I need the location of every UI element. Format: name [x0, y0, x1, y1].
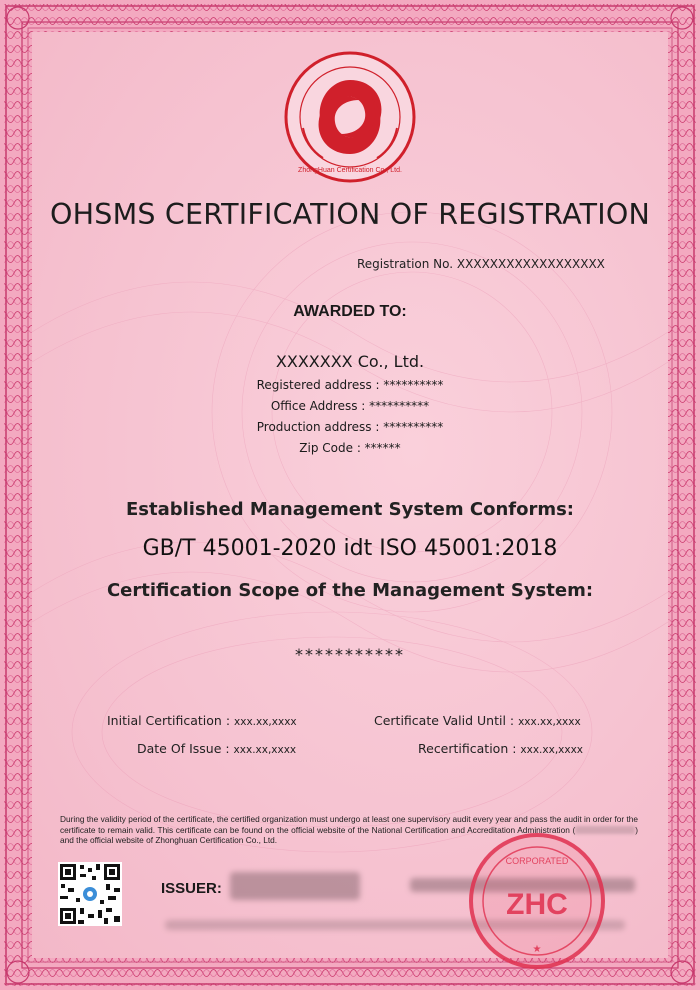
initial-certification — [107, 713, 297, 728]
certificate-title: OHSMS CERTIFICATION OF REGISTRATION — [50, 198, 650, 231]
scope-heading: Certification Scope of the Management System: — [106, 580, 594, 601]
recertification-label: Recertification : — [418, 741, 521, 756]
valid-until-label: Certificate Valid Until : — [374, 713, 519, 728]
scope-value: *********** — [295, 645, 405, 664]
date-of-issue-label: Date Of Issue : — [137, 741, 234, 756]
fine-print-part-2: ) and the official website of Zhonghuan Certification Co., Ltd. — [60, 824, 638, 846]
awarded-to-label: AWARDED TO: — [293, 303, 407, 320]
standard-name: GB/T 45001-2020 idt ISO 45001:2018 — [142, 536, 558, 561]
seal-center: ZHC — [506, 888, 568, 921]
zip-code: Zip Code : ****** — [299, 441, 401, 455]
registration-number: Registration No. XXXXXXXXXXXXXXXXXX — [357, 257, 605, 271]
valid-until — [374, 713, 581, 728]
standard-heading: Established Management System Conforms: — [125, 499, 574, 520]
redacted-signature — [230, 872, 360, 900]
fine-print-part-1: During the validity period of the certificate, the certified organization must undergo at least one supervisory audit every year and pass the audit in order for the certificate to remain valid. This certificate can be found on the official website of the National Certification and Accreditation Administration ( — [60, 814, 638, 835]
issuer-label: ISSUER: — [161, 880, 222, 897]
official-seal — [466, 830, 608, 972]
seal-star-icon: ★ — [532, 944, 542, 955]
production-address: Production address : ********** — [256, 420, 444, 434]
logo-text: ZhongHuan Certification Co., Ltd. — [298, 167, 402, 174]
recertification — [418, 741, 583, 756]
qr-code[interactable] — [58, 862, 122, 926]
date-of-issue — [137, 741, 296, 756]
initial-certification-label: Initial Certification : — [107, 713, 235, 728]
office-address: Office Address : ********** — [270, 399, 430, 413]
recertification-value: xxx.xx,xxxx — [520, 744, 584, 756]
company-name: XXXXXXX Co., Ltd. — [275, 352, 425, 371]
date-of-issue-value: xxx.xx,xxxx — [233, 744, 297, 756]
initial-certification-value: xxx.xx,xxxx — [234, 716, 297, 728]
registered-address: Registered address : ********** — [256, 378, 444, 392]
valid-until-value: xxx.xx,xxxx — [518, 716, 581, 728]
company-logo — [283, 50, 417, 184]
seal-text: CORPORATED — [505, 856, 569, 866]
